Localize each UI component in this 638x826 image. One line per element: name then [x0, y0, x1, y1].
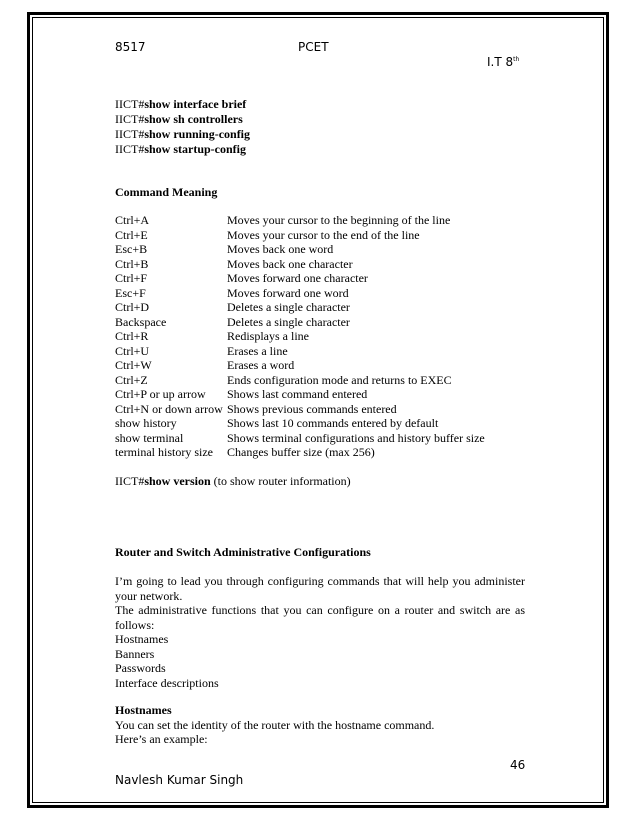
- shortcut-desc: Shows last 10 commands entered by default: [227, 416, 439, 430]
- shortcut-desc: Moves back one character: [227, 256, 353, 271]
- shortcut-desc: Erases a line: [227, 343, 288, 358]
- shortcut-key: show history: [115, 416, 177, 430]
- shortcut-desc: Shows terminal configurations and history buffer size: [227, 430, 485, 445]
- shortcut-key: Ctrl+U: [115, 343, 150, 358]
- shortcut-desc: Erases a word: [227, 358, 295, 372]
- list-item: Hostnames: [115, 632, 169, 646]
- shortcut-desc: Changes buffer size (max 256): [227, 445, 375, 459]
- shortcut-key: terminal history size: [115, 445, 213, 459]
- list-item: Banners: [115, 646, 155, 661]
- shortcut-desc: Deletes a single character: [227, 300, 350, 314]
- shortcut-desc: Shows last command entered: [227, 387, 368, 401]
- command-line: [115, 97, 246, 112]
- header-class: [487, 55, 519, 69]
- shortcut-key: Ctrl+E: [115, 227, 148, 242]
- command-prefix: IICT#: [115, 97, 145, 111]
- list-item: Interface descriptions: [115, 675, 219, 690]
- command-meaning-title: Command Meaning: [115, 185, 218, 199]
- shortcut-key: Ctrl+D: [115, 300, 150, 314]
- command-text: show version: [144, 474, 211, 488]
- show-version-line: [115, 474, 351, 489]
- header-code: 8517: [115, 40, 146, 54]
- hostnames-line-2: Here’s an example:: [115, 732, 208, 746]
- command-prefix: IICT#: [115, 112, 145, 126]
- admin-para-2: The administrative functions that you can configure on a router and switch are as follows:: [115, 603, 525, 632]
- shortcut-key: Ctrl+B: [115, 256, 149, 271]
- shortcut-key: Esc+F: [115, 285, 146, 300]
- header-institute: PCET: [298, 40, 329, 54]
- command-prefix: IICT#: [115, 142, 145, 156]
- command-line: [115, 142, 246, 157]
- shortcut-key: Ctrl+W: [115, 358, 152, 372]
- shortcut-key: Ctrl+N or down arrow: [115, 401, 223, 416]
- shortcut-key: Ctrl+A: [115, 213, 150, 227]
- shortcut-key: Ctrl+P or up arrow: [115, 387, 206, 401]
- shortcut-desc: Moves forward one character: [227, 271, 368, 285]
- shortcut-desc: Deletes a single character: [227, 314, 350, 329]
- list-item: Passwords: [115, 661, 166, 675]
- shortcut-key: Esc+B: [115, 242, 148, 256]
- shortcut-key: Ctrl+F: [115, 271, 148, 285]
- command-prefix: IICT#: [115, 127, 145, 141]
- command-text: show running-config: [144, 127, 251, 141]
- shortcut-desc: Redisplays a line: [227, 329, 309, 343]
- admin-section-title: Router and Switch Administrative Configurations: [115, 545, 371, 559]
- command-note: (to show router information): [210, 474, 351, 488]
- command-text: show interface brief: [144, 97, 247, 111]
- hostnames-line-1: You can set the identity of the router with the hostname command.: [115, 717, 435, 732]
- shortcut-key: Ctrl+Z: [115, 372, 148, 387]
- command-line: [115, 112, 243, 127]
- shortcut-desc: Moves forward one word: [227, 285, 349, 300]
- shortcut-desc: Moves back one word: [227, 242, 334, 256]
- shortcut-key: Backspace: [115, 314, 167, 329]
- shortcut-desc: Shows previous commands entered: [227, 401, 397, 416]
- shortcut-key: Ctrl+R: [115, 329, 149, 343]
- page-number: 46: [510, 758, 526, 772]
- header-class-main: I.T 8: [487, 55, 514, 69]
- shortcut-desc: Moves your cursor to the end of the line: [227, 227, 420, 242]
- shortcut-desc: Moves your cursor to the beginning of the line: [227, 213, 451, 227]
- shortcut-desc: Ends configuration mode and returns to EXEC: [227, 372, 452, 387]
- command-prefix: IICT#: [115, 474, 145, 488]
- shortcut-key: show terminal: [115, 430, 184, 445]
- command-text: show startup-config: [144, 142, 246, 156]
- hostnames-title: Hostnames: [115, 703, 172, 717]
- command-text: show sh controllers: [144, 112, 243, 126]
- admin-para-1: I’m going to lead you through configuring commands that will help you administer your network.: [115, 574, 525, 603]
- header-class-sup: th: [513, 56, 520, 63]
- command-line: [115, 127, 250, 142]
- footer-author: Navlesh Kumar Singh: [115, 773, 244, 787]
